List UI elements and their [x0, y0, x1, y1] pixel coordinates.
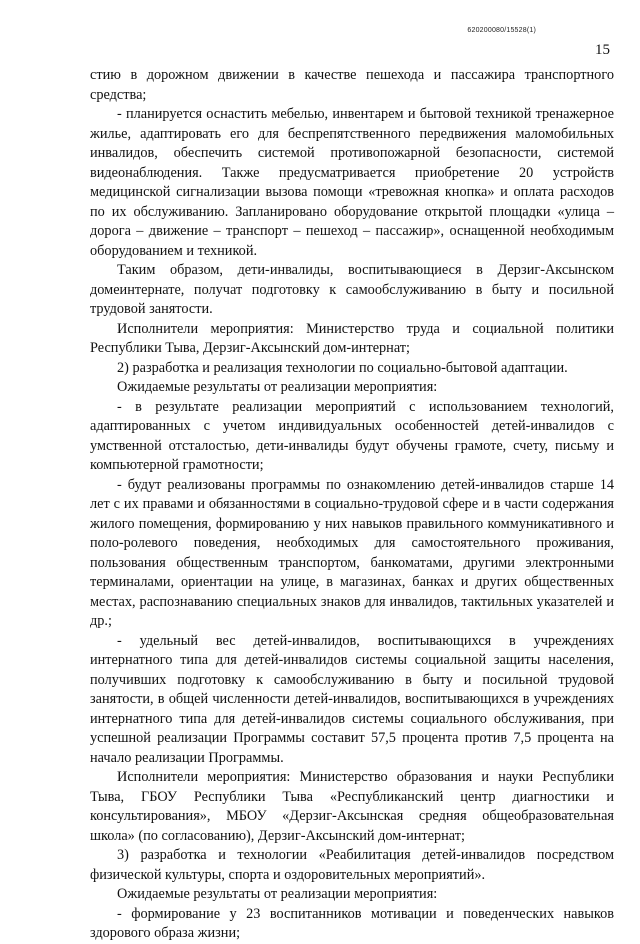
paragraph: Ожидаемые результаты от реализации мероприятия:	[117, 379, 438, 395]
document-body	[90, 66, 614, 944]
document-id: 620200080/15528(1)	[467, 27, 536, 34]
paragraph: - удельный вес детей-инвалидов, воспитывающихся в учреждениях интернатного типа для детей-инвалидов системы социальной защиты населения, получивших подготовку к самообслуживанию в быту и посильной трудовой занятости, в общей численности детей-инвалидов, воспитывающихся в учреждениях интернатного типа для детей-инвалидов системы социального обслуживания, при успешной реализации Программы составит 57,5 процента против 7,5 процента на начало реализации Программы.	[90, 632, 614, 766]
paragraph: - планируется оснастить мебелью, инвентарем и бытовой техникой тренажерное жилье, адаптировать его для беспрепятственного передвижения маломобильных инвалидов, обеспечить системой противопожарной безопасности, системой видеонаблюдения. Также предусматривается приобретение 20 устройств медицинской сигнализации вызова помощи «тревожная кнопка» и оплата расходов по их обслуживанию. Запланировано оборудование открытой площадки «улица – дорога – движение – транспорт – пешеход – пассажир», оснащенной необходимым оборудованием и техникой.	[90, 106, 614, 259]
paragraph: - формирование у 23 воспитанников мотивации и поведенческих навыков здорового образа жизни;	[90, 905, 614, 941]
paragraph: 2) разработка и реализация технологии по социально-бытовой адаптации.	[117, 359, 568, 376]
paragraph: Исполнители мероприятия: Министерство образования и науки Республики Тыва, ГБОУ Республики Тыва «Республиканский центр диагностики и консультирования», МБОУ «Дерзиг-Аксынская средняя общеобразовательная школа» (по согласованию), Дерзиг-Аксынский дом-интернат;	[90, 769, 614, 844]
paragraph: - в результате реализации мероприятий с использованием технологий, адаптированных с учетом индивидуальных особенностей детей-инвалидов с умственной отсталостью, дети-инвалиды будут обучены грамоте, счету, письму и компьютерной грамотности;	[90, 398, 614, 473]
paragraph: Исполнители мероприятия: Министерство труда и социальной политики Республики Тыва, Дерзиг-Аксынский дом-интернат;	[90, 320, 614, 356]
page-number: 15	[595, 42, 610, 58]
paragraph: - будут реализованы программы по ознакомлению детей-инвалидов старше 14 лет с их правами и обязанностями в социально-трудовой сфере и в части содержания жилого помещения, формированию у них навыков правильного коммуникативного и поло-ролевого поведения, необходимых для самостоятельного проживания, пользования общественным транспортом, банкоматами, другими электронными терминалами, ориентации на улице, в магазинах, банках и других общественных местах, распознаванию специальных знаков для инвалидов, тактильных указателей и др.;	[90, 476, 614, 629]
paragraph: Ожидаемые результаты от реализации мероприятия:	[117, 886, 438, 902]
paragraph: Таким образом, дети-инвалиды, воспитывающиеся в Дерзиг-Аксынском домеинтернате, получат подготовку к самообслуживанию в быту и посильной трудовой занятости.	[90, 262, 614, 317]
paragraph: 3) разработка и технологии «Реабилитация детей-инвалидов посредством физической культуры, спорта и оздоровительных мероприятий».	[90, 847, 614, 883]
paragraph: стию в дорожном движении в качестве пешехода и пассажира транспортного средства;	[90, 67, 614, 103]
